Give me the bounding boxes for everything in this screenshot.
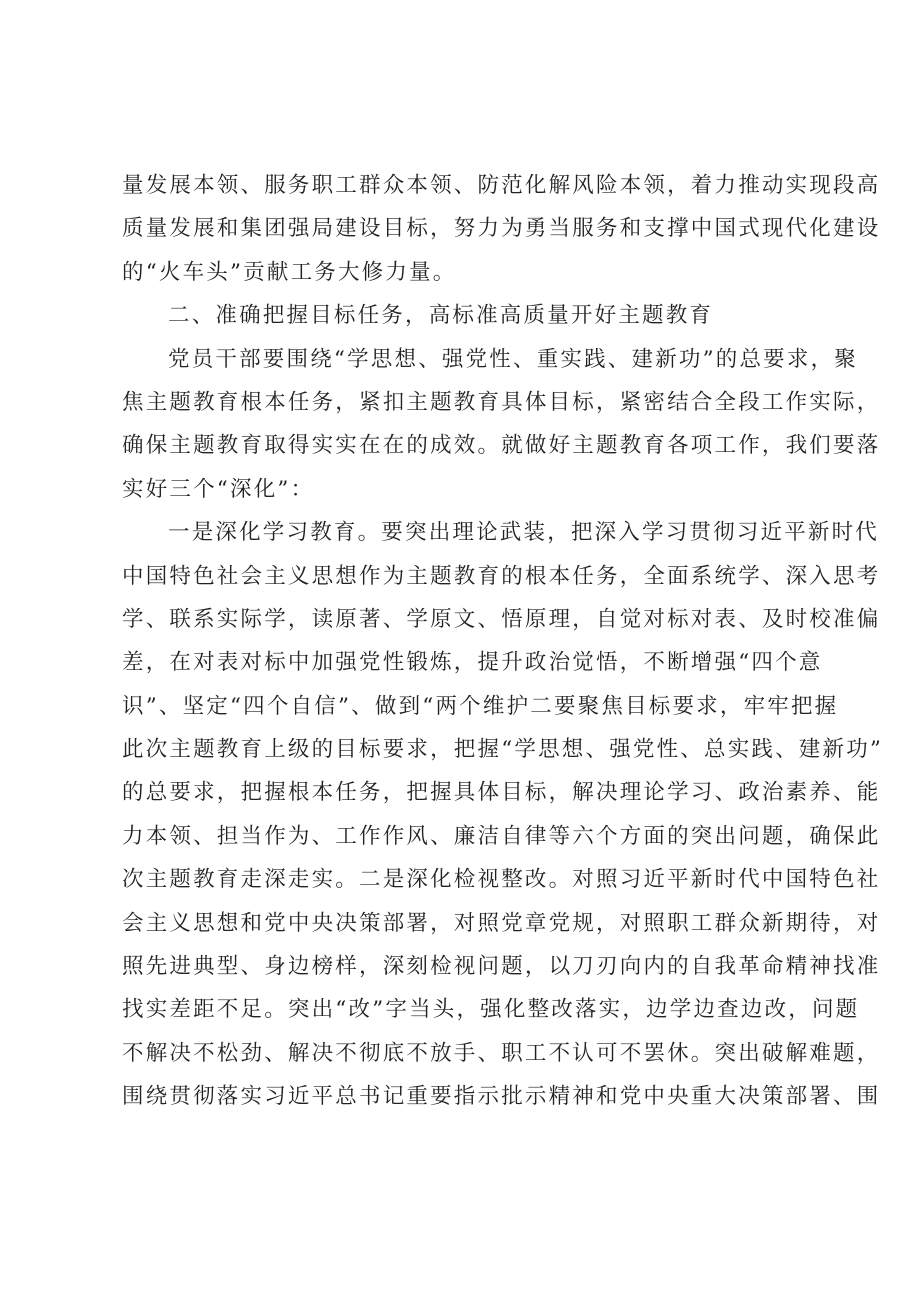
text-line: 党员干部要围绕“学思想、强党性、重实践、建新功”的总要求，聚 <box>168 346 858 372</box>
text-line: 焦主题教育根本任务，紧扣主题教育具体目标，紧密结合全段工作实际， <box>122 389 881 415</box>
section-heading <box>122 294 802 337</box>
text-line: 识”、坚定“四个自信”、做到“两个维护二要聚焦目标要求，牢牢把握 <box>122 693 839 719</box>
text-line: 此次主题教育上级的目标要求，把握“学思想、强党性、总实践、建新功” <box>122 737 884 763</box>
text-line: 次主题教育走深走实。二是深化检视整改。对照习近平新时代中国特色社 <box>122 867 881 893</box>
text-line: 力本领、担当作为、工作作风、廉洁自律等六个方面的突出问题，确保此 <box>122 823 881 849</box>
paragraph-deepening <box>122 511 884 1118</box>
text-line: 量发展本领、服务职工群众本领、防范化解风险本领，着力推动实现段高 <box>122 173 881 198</box>
text-line: 照先进典型、身边榜样，深刻检视问题，以刀刃向内的自我革命精神找准 <box>122 954 881 980</box>
text-line: 差，在对表对标中加强党性锻炼，提升政治觉悟，不断增强“四个意 <box>122 650 823 676</box>
section-heading-text: 二、准确把握目标任务，高标准高质量开好主题教育 <box>168 303 714 329</box>
document-body <box>122 164 884 1119</box>
text-line: 质量发展和集团强局建设目标，努力为勇当服务和支撑中国式现代化建设 <box>122 216 881 242</box>
text-line: 一是深化学习教育。要突出理论武装，把深入学习贯彻习近平新时代 <box>168 520 880 546</box>
text-line: 围绕贯彻落实习近平总书记重要指示批示精神和党中央重大决策部署、围 <box>122 1084 881 1110</box>
paragraph-requirements <box>122 338 881 512</box>
text-line: 找实差距不足。突出“改”字当头，强化整改落实，边学边查边改，问题 <box>122 997 860 1023</box>
text-line: 中国特色社会主义思想作为主题教育的根本任务，全面系统学、深入思考 <box>122 563 881 589</box>
text-line: 会主义思想和党中央决策部署，对照党章党规，对照职工群众新期待，对 <box>122 910 881 936</box>
text-line: 实好三个“深化”： <box>122 476 315 502</box>
text-line: 学、联系实际学，读原著、学原文、悟原理，自觉对标对表、及时校准偏 <box>122 606 881 632</box>
text-line: 不解决不松劲、解决不彻底不放手、职工不认可不罢休。突出破解难题， <box>122 1040 881 1066</box>
text-line: 的“火车头”贡献工务大修力量。 <box>122 259 457 285</box>
paragraph-continuation <box>122 164 881 294</box>
text-line: 确保主题教育取得实实在在的成效。就做好主题教育各项工作，我们要落 <box>122 433 881 459</box>
text-line: 的总要求，把握根本任务，把握具体目标，解决理论学习、政治素养、能 <box>122 780 881 806</box>
